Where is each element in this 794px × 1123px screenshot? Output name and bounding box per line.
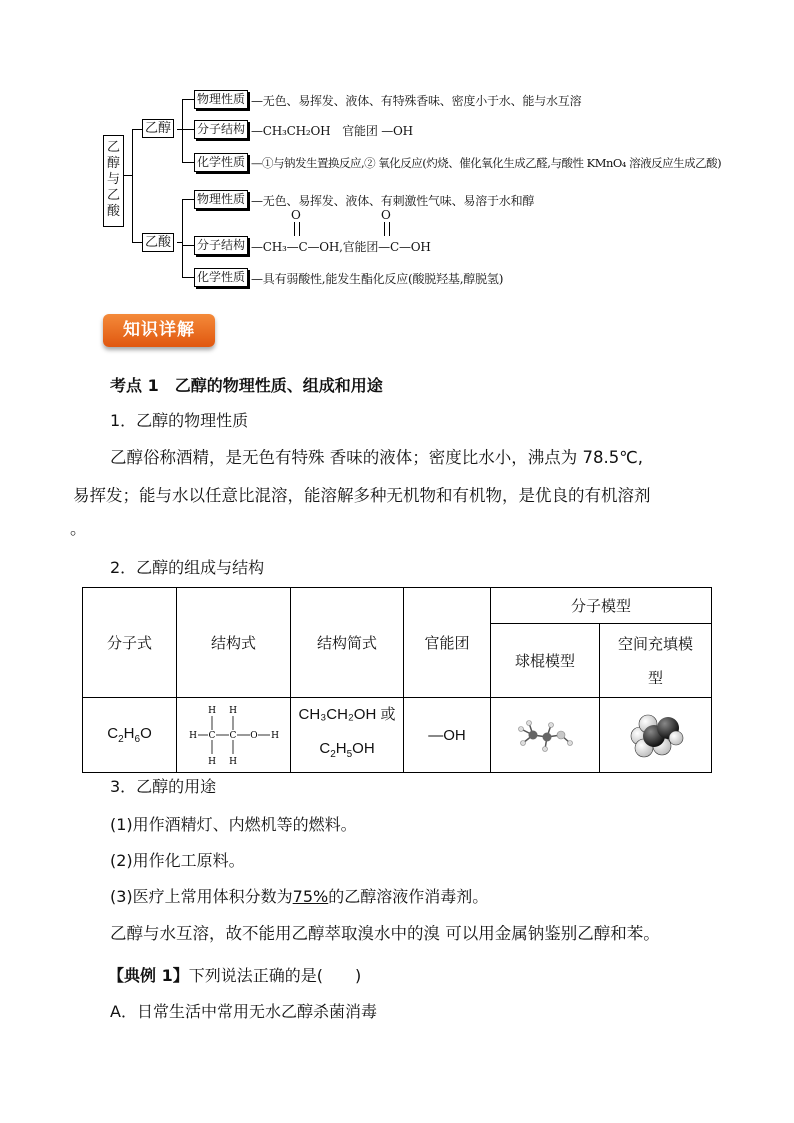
example-tag: 【典例 1】 (108, 966, 189, 985)
note-paragraph: 乙醇与水互溶，故不能用乙醇萃取溴水中的溴 可以用金属钠鉴别乙醇和苯。 (110, 924, 660, 943)
connector (182, 245, 194, 246)
heading-uses: 3．乙醇的用途 (110, 777, 217, 796)
cell-molecular-formula: $C_2H_6O$ (83, 698, 177, 773)
paragraph-line: 。 (70, 519, 87, 538)
use-item: (3)医疗上常用体积分数为75%的乙醇溶液作消毒剂。 (110, 887, 489, 906)
structural-formula-diagram (184, 702, 284, 768)
connector (182, 99, 194, 100)
paragraph-line: 易挥发；能与水以任意比混溶，能溶解多种无机物和有机物，是优良的有机溶剂 (73, 486, 651, 505)
example-question: 【典例 1】下列说法正确的是( ) (108, 966, 362, 985)
acid-chemical-text: —具有弱酸性,能发生酯化反应(酸脱羟基,醇脱氢) (251, 272, 504, 286)
atom-c: C (208, 731, 215, 741)
double-bond (384, 222, 390, 236)
atom-c: C (229, 731, 236, 741)
carbonyl-oxygen: O (291, 208, 301, 222)
atom-h: H (270, 731, 279, 741)
mindmap-root: 乙醇与乙酸 (103, 135, 124, 227)
highlighted-percentage: 75% (292, 887, 329, 906)
header-functional-group: 官能团 (404, 588, 491, 698)
atom-o: O (249, 731, 258, 741)
cell-structural-formula (177, 698, 291, 773)
connector (132, 129, 142, 130)
ball-stick-model-image (515, 715, 575, 755)
space-filling-model-image (626, 710, 686, 760)
ethanol-structure-table (82, 587, 712, 773)
header-condensed-formula: 结构简式 (291, 588, 404, 698)
ethanol-chemical-box: 化学性质 (194, 153, 248, 172)
header-formula: 分子式 (83, 588, 177, 698)
paragraph-line: 乙醇俗称酒精，是无色有特殊 香味的液体；密度比水小，沸点为 78.5℃, (110, 448, 644, 467)
ethanol-structure-text: —CH₃CH₂OH 官能团 —OH (251, 124, 413, 138)
connector (132, 242, 142, 243)
acid-structure-text: —CH₃—C—OH,官能团—C—OH (251, 240, 431, 254)
header-space-filling: 空间充填模 型 (600, 624, 712, 698)
connector (182, 199, 183, 277)
section-title: 考点 1 乙醇的物理性质、组成和用途 (110, 376, 383, 395)
acid-physical-text: —无色、易挥发、液体、有刺激性气味、易溶于水和醇 (251, 194, 535, 208)
connector (182, 99, 183, 162)
header-ball-stick: 球棍模型 (491, 624, 600, 698)
cell-space-filling-model (600, 698, 712, 773)
ethanol-structure-box: 分子结构 (194, 120, 248, 139)
mindmap-acid-node: 乙酸 (142, 233, 174, 252)
double-bond (294, 222, 300, 236)
acid-structure-box: 分子结构 (194, 236, 248, 255)
cell-ball-stick-model (491, 698, 600, 773)
atom-h: H (228, 757, 237, 767)
atom-h: H (188, 731, 197, 741)
header-structural-formula: 结构式 (177, 588, 291, 698)
heading-physical: 1．乙醇的物理性质 (110, 411, 249, 430)
heading-structure: 2．乙醇的组成与结构 (110, 558, 265, 577)
use-item: (2)用作化工原料。 (110, 851, 245, 870)
ethanol-chemical-text: —①与钠发生置换反应,② 氧化反应(灼烧、催化氧化生成乙醛,与酸性 KMnO₄ 溶液反应生成乙酸) (251, 156, 722, 170)
ethanol-physical-text: —无色、易挥发、液体、有特殊香味、密度小于水、能与水互溶 (251, 94, 582, 108)
connector (182, 277, 194, 278)
connector (182, 162, 194, 163)
section-banner: 知识详解 (103, 314, 215, 347)
acid-physical-box: 物理性质 (194, 190, 248, 209)
connector (182, 129, 194, 130)
mindmap-ethanol-node: 乙醇 (142, 119, 174, 138)
use-item: (1)用作酒精灯、内燃机等的燃料。 (110, 815, 357, 834)
ethanol-physical-box: 物理性质 (194, 90, 248, 109)
connector (124, 175, 132, 176)
connector (182, 199, 194, 200)
acid-chemical-box: 化学性质 (194, 268, 248, 287)
cell-functional-group: —OH (404, 698, 491, 773)
carbonyl-oxygen: O (381, 208, 391, 222)
atom-h: H (207, 757, 216, 767)
cell-condensed-formula: CH₃CH₂OH 或 $C_2H_5OH$ (291, 698, 404, 773)
option-a: A．日常生活中常用无水乙醇杀菌消毒 (110, 1002, 377, 1021)
header-molecular-model: 分子模型 (491, 588, 712, 624)
atom-h: H (228, 706, 237, 716)
atom-h: H (207, 706, 216, 716)
connector (132, 129, 133, 242)
